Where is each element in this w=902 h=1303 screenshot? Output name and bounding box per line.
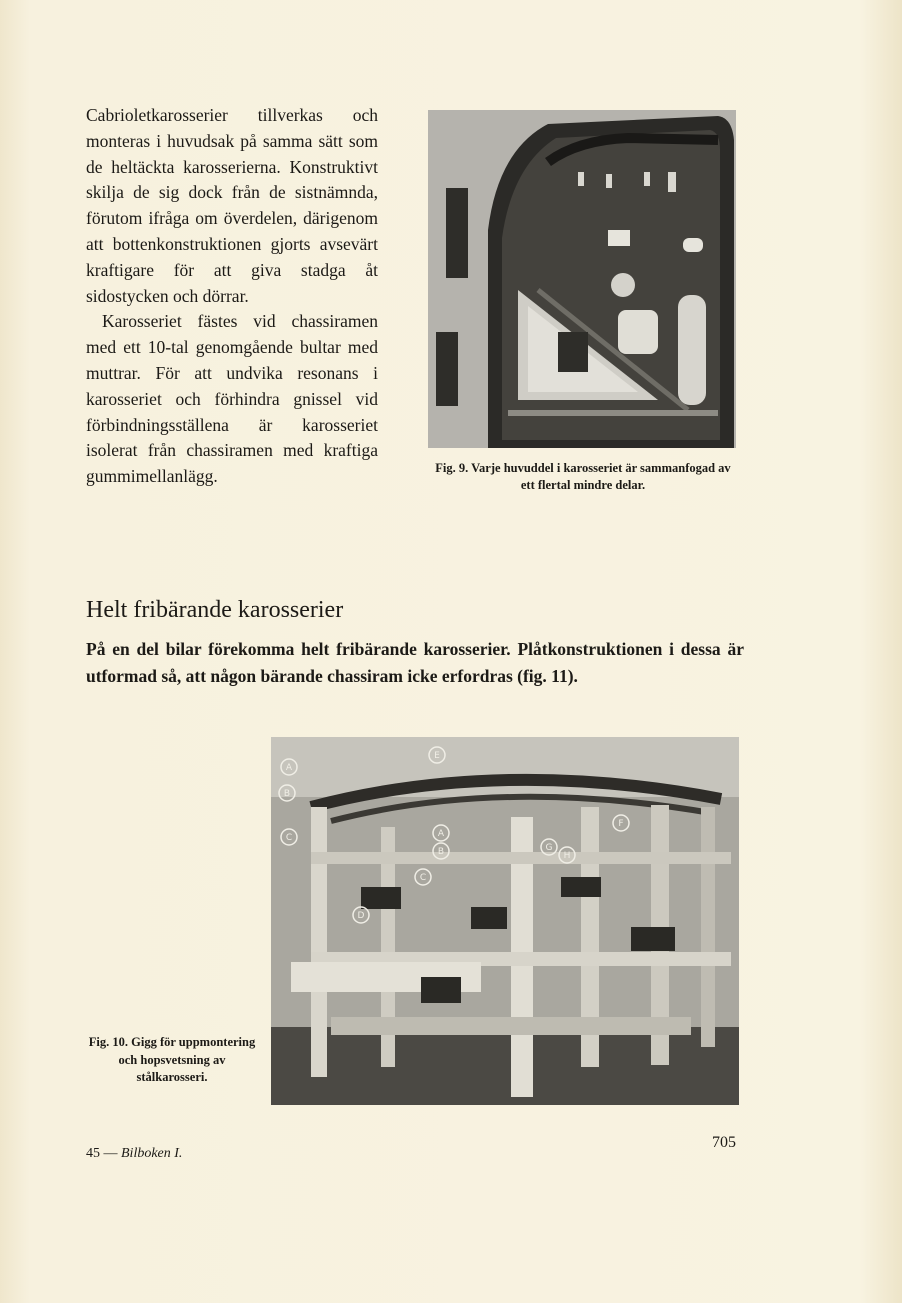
footer-ref-title: Bilboken I. xyxy=(121,1146,183,1161)
fig10-label-c2: C xyxy=(419,873,427,883)
fig10-label-e: E xyxy=(434,751,440,761)
fig10-label-a2: A xyxy=(437,829,445,839)
section-lead-paragraph: På en del bilar förekomma helt fribärande karosserier. Plåtkonstruktionen i dessa är utformad så, att någon bärande chassiram icke erfordras (fig. 11). xyxy=(86,639,744,686)
figure-9-photo xyxy=(428,110,736,448)
footer-reference xyxy=(86,1146,182,1162)
assembly-jig-illustration xyxy=(271,737,739,1105)
left-text-column xyxy=(86,103,378,490)
fig10-label-a: A xyxy=(285,763,293,773)
fig10-label-b: B xyxy=(283,789,291,799)
fig10-label-g: G xyxy=(545,843,553,853)
page-number: 705 xyxy=(712,1134,736,1151)
figure-10-photo xyxy=(271,737,739,1105)
door-panel-illustration xyxy=(428,110,736,448)
fig10-label-c: C xyxy=(285,833,293,843)
fig10-label-h: H xyxy=(563,851,571,861)
paragraph-mounting: Karosseriet fästes vid chassiramen med ett 10-tal genomgående bultar med muttrar. För att undvika resonans i karosseriet och förhindra gnissel vid förbindningsställena är karosseriet isolerat från chassiramen med kraftiga gummimellanlägg. xyxy=(86,311,378,487)
paragraph-cabriolet: Cabrioletkarosserier tillverkas och monteras i huvudsak på samma sätt som de heltäckta karosserierna. Konstruktivt skilja de sig dock från de sistnämnda, förutom ifråga om överdelen, därigenom att bottenkonstruktionen gjorts avsevärt kraftigare för att giva stadga åt sidostycken och dörrar. xyxy=(86,105,378,306)
figure-9-caption: Fig. 9. Varje huvuddel i karosseriet är sammanfogad av ett flertal mindre delar. xyxy=(435,461,731,492)
fig10-label-f: F xyxy=(618,819,624,829)
footer-ref-number: 45 — xyxy=(86,1146,118,1161)
figure-10-caption: Fig. 10. Gigg för uppmontering och hopsvetsning av stålkarosseri. xyxy=(88,1035,256,1084)
section-heading: Helt fribärande karosserier xyxy=(86,597,344,623)
fig10-label-b2: B xyxy=(437,847,445,857)
fig10-label-d: D xyxy=(357,911,365,921)
